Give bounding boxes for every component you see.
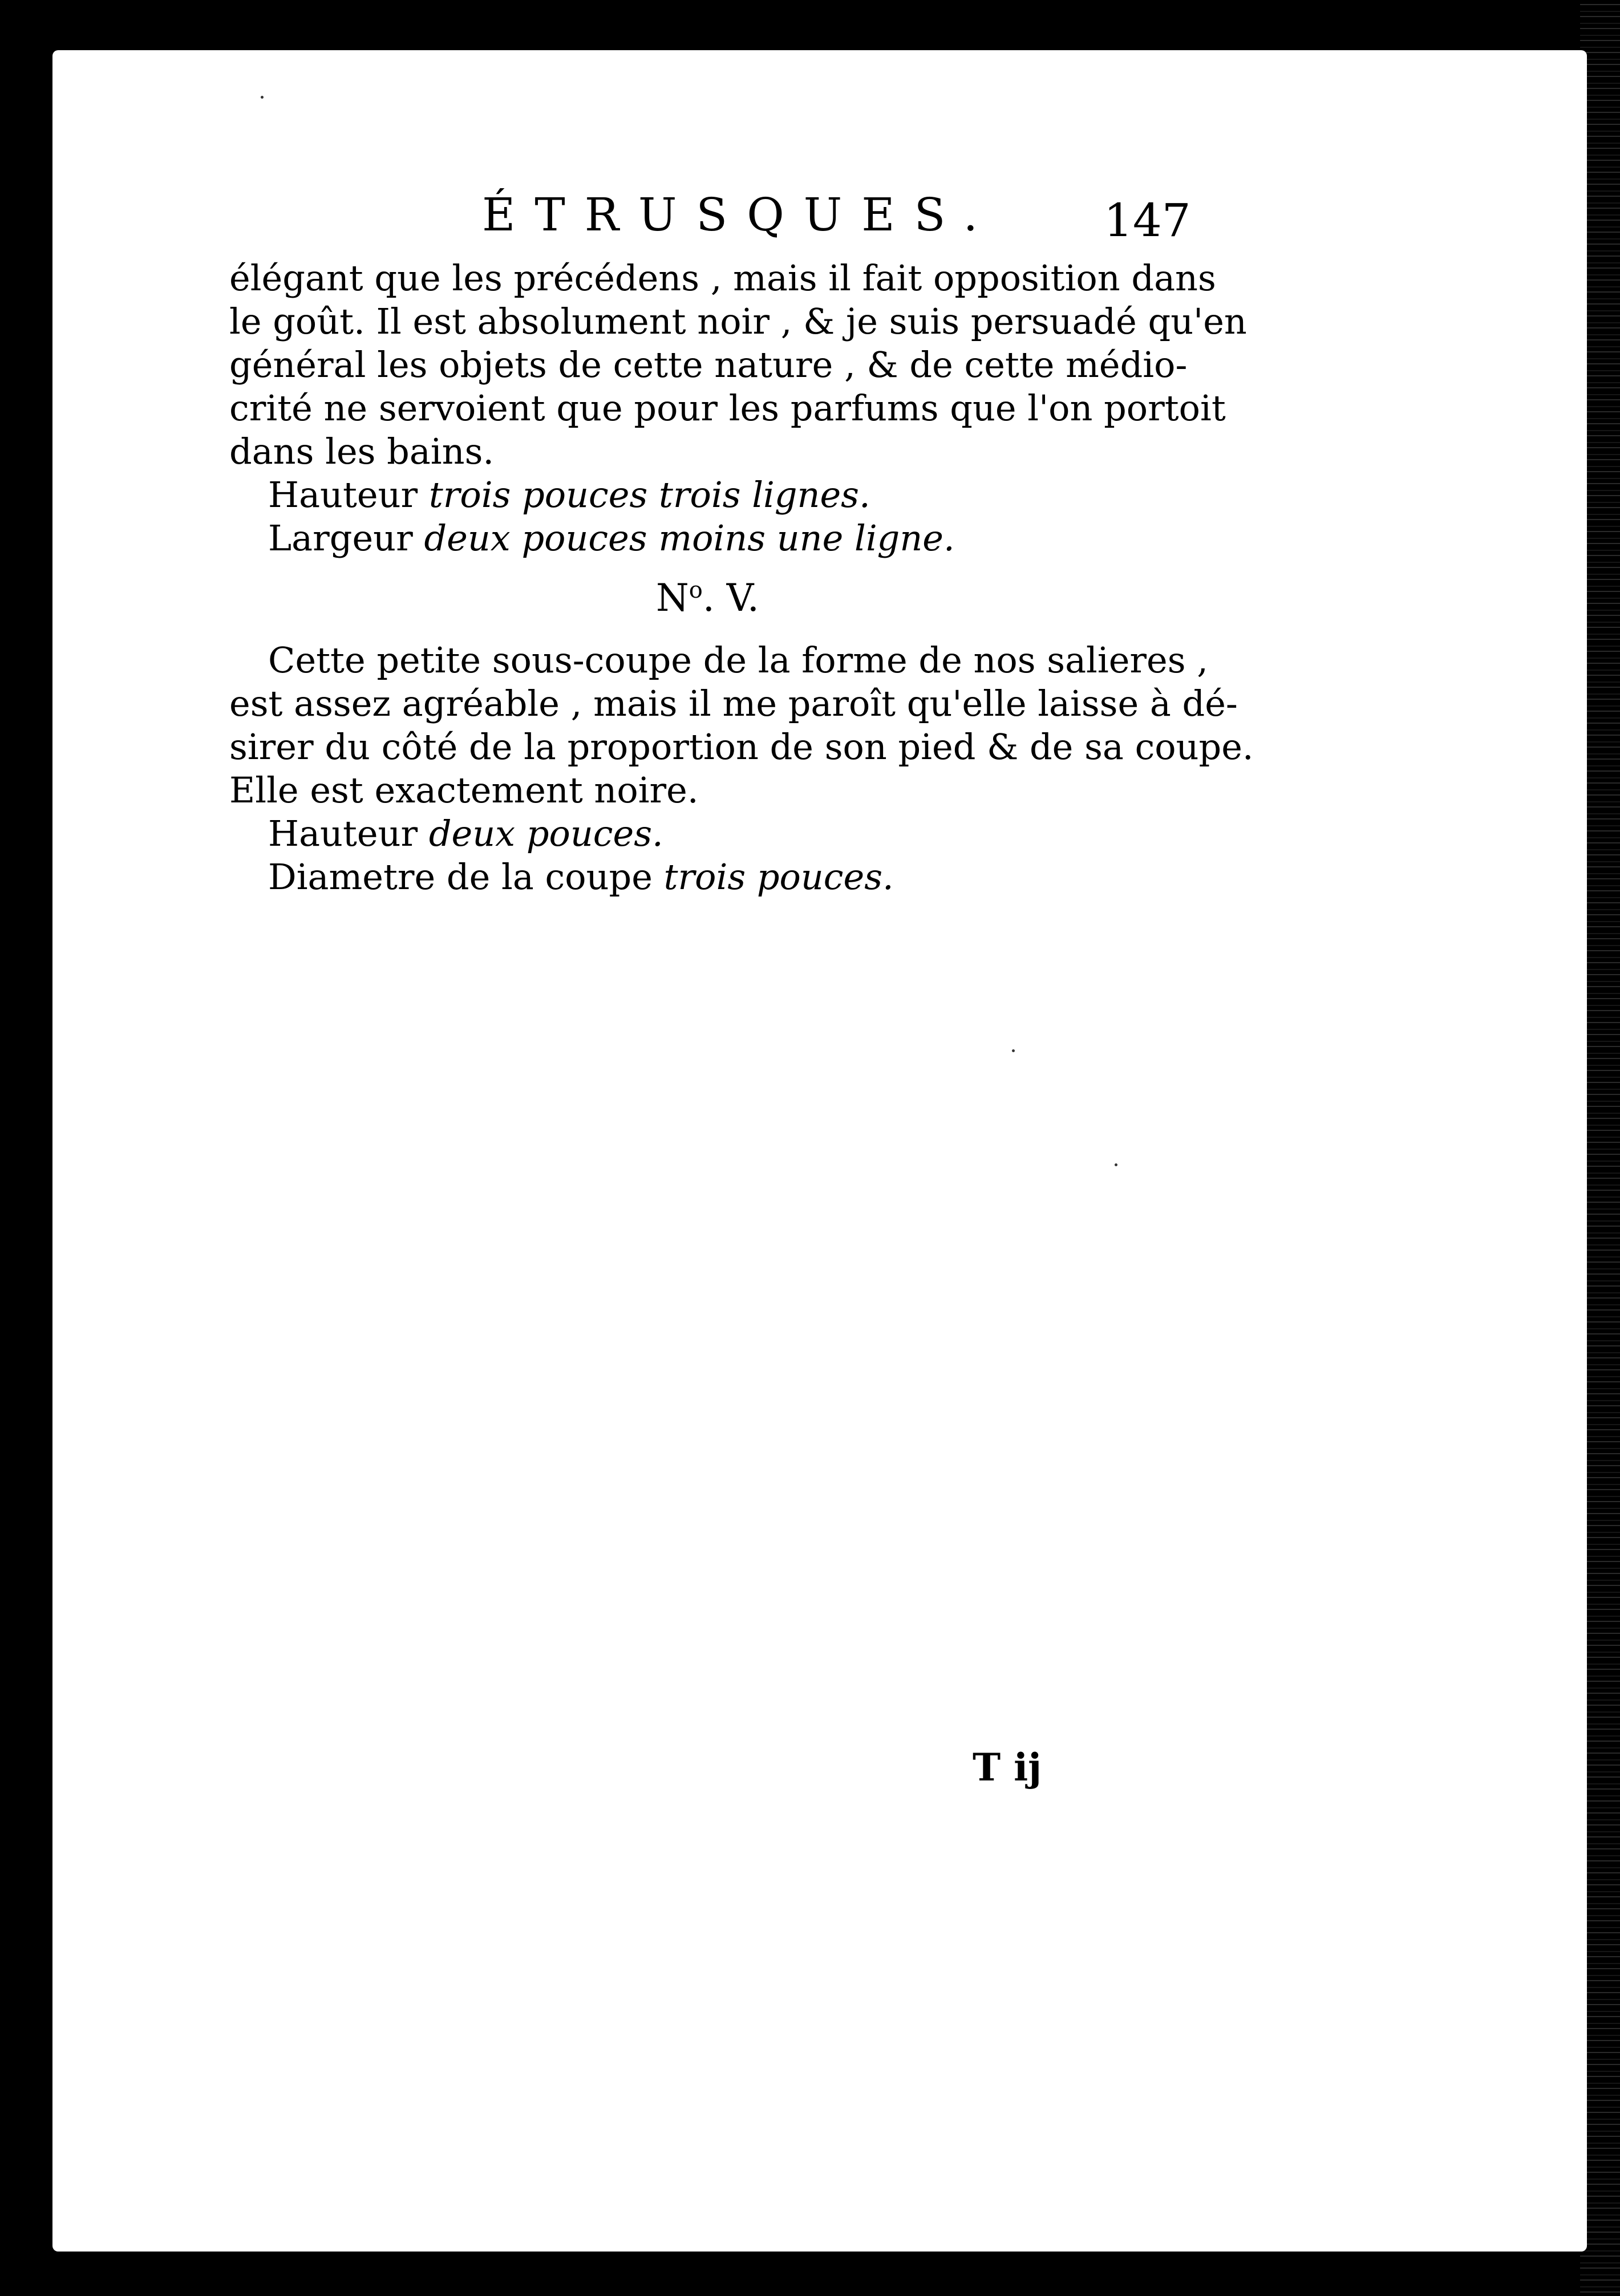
signature-mark: T ij xyxy=(973,1745,1042,1790)
body-line: crité ne servoient que pour les parfums que l'on portoit xyxy=(229,387,1226,429)
body-line: dans les bains. xyxy=(229,431,495,472)
body-line: élégant que les précédens , mais il fait opposition dans xyxy=(229,257,1216,299)
section-heading: $N^o$. V. xyxy=(656,576,759,620)
dimension-label: Largeur xyxy=(268,517,413,559)
dimension-value: deux pouces. xyxy=(428,813,663,854)
body-line: Cette petite sous-coupe de la forme de nos salieres , xyxy=(268,639,1208,681)
dimension-height xyxy=(268,812,1204,855)
dimension-value: trois pouces trois lignes. xyxy=(428,474,870,516)
dimension-width xyxy=(268,517,1204,560)
dimension-value: trois pouces. xyxy=(663,856,894,898)
body-line: Elle est exactement noire. xyxy=(229,769,699,811)
dimension-label: Hauteur xyxy=(268,813,418,854)
running-head: ÉTRUSQUES. xyxy=(482,188,998,241)
paper-speck xyxy=(1012,1049,1015,1052)
dimension-value: deux pouces moins une ligne. xyxy=(424,517,955,559)
dimension-label: Diametre de la coupe xyxy=(268,856,653,898)
body-line: général les objets de cette nature , & de cette médio- xyxy=(229,344,1188,386)
body-line: sirer du côté de la proportion de son pied & de sa coupe. xyxy=(229,726,1254,768)
dimension-label: Hauteur xyxy=(268,474,418,516)
paper-speck xyxy=(261,96,264,99)
body-line: est assez agréable , mais il me paroît qu'elle laisse à dé- xyxy=(229,683,1238,724)
paper-speck xyxy=(1115,1163,1117,1166)
body-line: le goût. Il est absolument noir , & je suis persuadé qu'en xyxy=(229,301,1247,342)
dimension-diameter xyxy=(268,855,1204,899)
page-number: 147 xyxy=(1104,194,1191,247)
dimension-height xyxy=(268,473,1204,517)
